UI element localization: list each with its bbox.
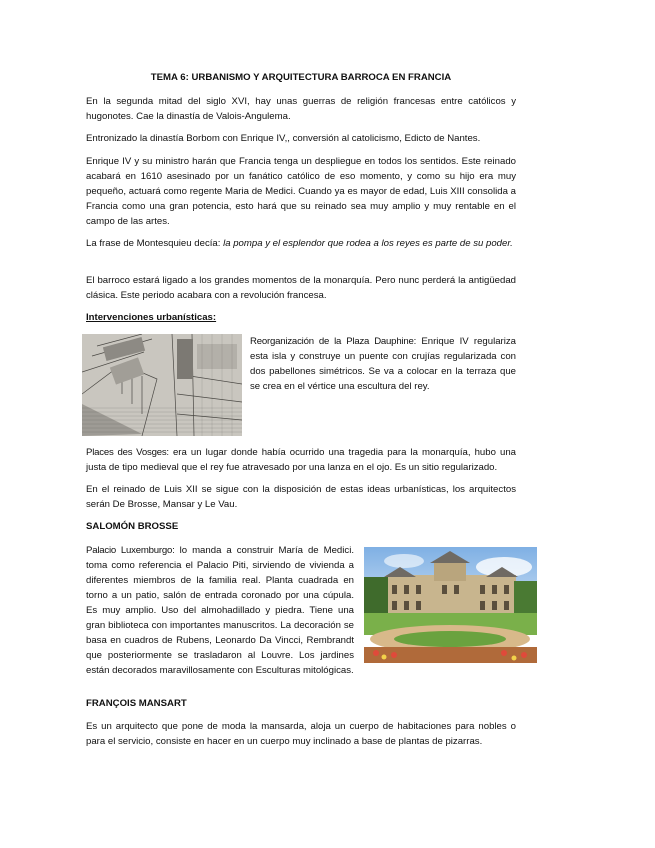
vosges-text: era un lugar donde había ocurrido una tragedia para la monarquía, hubo una justa de tipo medieval que el rey fue atravesado por una lanza en el ojo. Es un sitio regularizado. bbox=[86, 447, 516, 473]
paragraph-luis-xii: En el reinado de Luis XII se sigue con la disposición de estas ideas urbanísticas, los arquitectos serán De Brosse, Mansar y Le Vau. bbox=[86, 484, 516, 510]
section-heading-interventions bbox=[86, 310, 516, 325]
paragraph-borbon: Entronizado la dinastía Borbom con Enrique IV,, conversión al catolicismo, Edicto de Nantes. bbox=[86, 133, 481, 144]
interventions-heading-text: Intervenciones urbanísticas: bbox=[86, 312, 217, 323]
photo-illustration bbox=[364, 547, 537, 663]
luxemburgo-title: Palacio Luxemburgo: bbox=[86, 545, 175, 556]
paragraph-enrique-iv: Enrique IV y su ministro harán que Francia tenga un despliegue en todos los sentidos. Este reinado acabará en 1610 asesinado por un fanático católico de eso momento, y como su hijo era muy pequeño, actuará como regente Maria de Medici. Cuando ya es mayor de edad, Luis XIII consolida a Francia como una gran potencia, esto hará que su reinado sea muy amplio y muy rentable en el campo de las artes. bbox=[86, 156, 516, 227]
luxemburgo-text: lo manda a construir María de Medici. toma como referencia el Palacio Piti, sirviendo de vivienda a diferentes miembros de la familia real. Planta cuadrada en torno a un patio, salón de entrada coronado por una cúpula. Es muy amplio. Uso del almohadillado y piedra. Tiene una gran biblioteca con importantes manuscritos. La decoración se basa en cuadros de Rubens, Leonardo Da Vincci, Rembrandt que posteriormente se trasladaron al Louvre. Los jardines están decorados maravillosamente con Esculturas mitológicas. bbox=[86, 545, 354, 676]
dauphine-text: Enrique IV regulariza esta isla y construye un puente con crujías regularizada con dos pabellones simétricos. Se va a colocar en la terraza que se crea en el vértice una escultura del rey. bbox=[250, 336, 516, 392]
dauphine-title: Reorganización de la Plaza Dauphine: bbox=[250, 336, 417, 347]
dauphine-description bbox=[250, 334, 516, 394]
montesquieu-lead: La frase de Montesquieu decía: bbox=[86, 238, 221, 249]
montesquieu-quote: la pompa y el esplendor que rodea a los reyes es parte de su poder. bbox=[223, 238, 513, 249]
section-heading-brosse: SALOMÓN BROSSE bbox=[86, 521, 179, 532]
paragraph-barroco: El barroco estará ligado a los grandes momentos de la monarquía. Pero nunc perderá la antigüedad clásica. Este periodo acabara con a revolución francesa. bbox=[86, 275, 516, 301]
paragraph-religion-wars: En la segunda mitad del siglo XVI, hay unas guerras de religión francesas entre católicos y hugonotes. Cae la dinastía de Valois-Angulema. bbox=[86, 96, 516, 122]
vosges-title: Places des Vosges: bbox=[86, 447, 169, 458]
paragraph-mansart: Es un arquitecto que pone de moda la mansarda, aloja un cuerpo de habitaciones para nobles o para el servicio, consiste en hacer en un cuerpo muy inclinado a base de plantas de pizarras. bbox=[86, 721, 516, 747]
luxembourg-palace-photo bbox=[364, 547, 537, 663]
plaza-dauphine-engraving bbox=[82, 334, 242, 436]
vosges-description bbox=[86, 445, 516, 475]
engraving-illustration bbox=[82, 334, 242, 436]
luxemburgo-description bbox=[86, 543, 354, 678]
page-title: TEMA 6: URBANISMO Y ARQUITECTURA BARROCA EN FRANCIA bbox=[150, 72, 452, 83]
section-heading-mansart: FRANÇOIS MANSART bbox=[86, 698, 187, 709]
paragraph-montesquieu bbox=[86, 236, 516, 251]
